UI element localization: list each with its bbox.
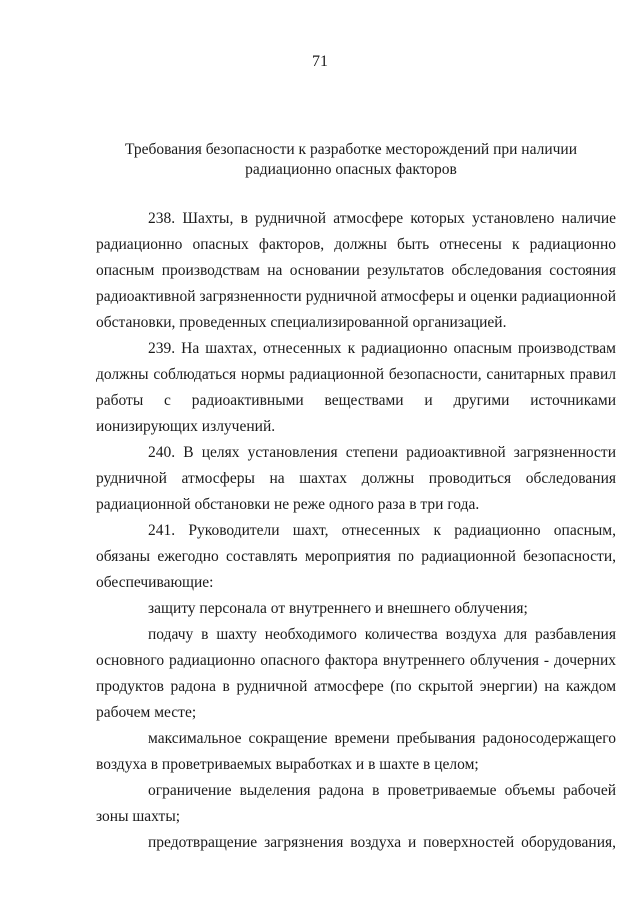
paragraph-240: 240. В целях установления степени радиоактивной загрязненности рудничной атмосферы на шахтах должны проводиться обследования радиационной обстановки не реже одного раза в три года. (96, 444, 616, 513)
page-number: 71 (312, 53, 328, 70)
list-item-time-reduction: максимальное сокращение времени пребывания радоносодержащего воздуха в проветриваемых выработках и в шахте в целом; (96, 730, 616, 773)
list-item-contamination-prevention: предотвращение загрязнения воздуха и поверхностей оборудования, (148, 834, 616, 851)
section-heading-line-1: Требования безопасности к разработке месторождений при наличии (124, 141, 578, 158)
document-body (96, 206, 616, 856)
list-item-radon-limitation: ограничение выделения радона в проветриваемые объемы рабочей зоны шахты; (96, 782, 616, 825)
paragraph-241: 241. Руководители шахт, отнесенных к радиационно опасным, обязаны ежегодно составлять мероприятия по радиационной безопасности, обеспечивающие: (96, 522, 616, 591)
paragraph-238: 238. Шахты, в рудничной атмосфере которых установлено наличие радиационно опасных факторов, должны быть отнесены к радиационно опасным производствам на основании результатов обследования состояния радиоактивной загрязненности рудничной атмосферы и оценки радиационной обстановки, проведенных специализированной организацией. (96, 210, 616, 331)
paragraph-239: 239. На шахтах, отнесенных к радиационно опасным производствам должны соблюдаться нормы радиационной безопасности, санитарных правил работы с радиоактивными веществами и другими источниками ионизирующих излучений. (96, 340, 616, 435)
list-item-air-supply: подачу в шахту необходимого количества воздуха для разбавления основного радиационно опасного фактора внутреннего облучения - дочерних продуктов радона в рудничной атмосфере (по скрытой энергии) на каждом рабочем месте; (96, 626, 616, 721)
list-item-personnel-protection: защиту персонала от внутреннего и внешнего облучения; (148, 600, 528, 617)
section-heading-line-2: радиационно опасных факторов (245, 161, 457, 178)
section-heading (100, 140, 602, 180)
